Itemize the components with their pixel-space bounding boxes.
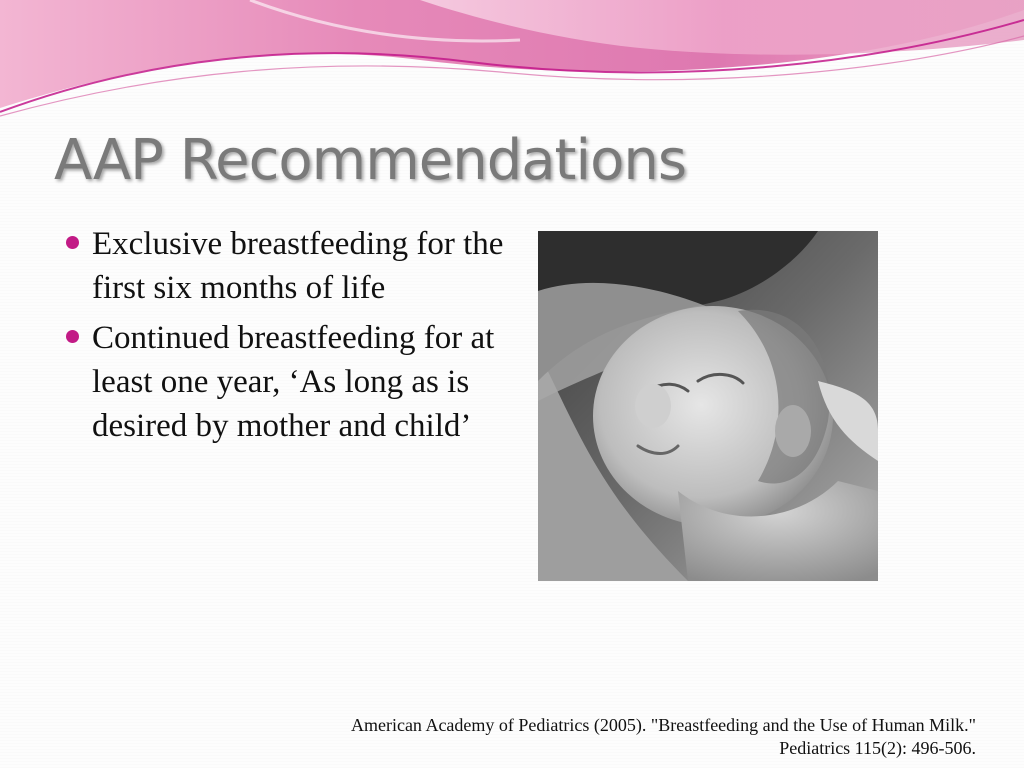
citation-line: Pediatrics 115(2): 496-506.	[779, 738, 976, 758]
citation	[216, 714, 976, 760]
bullet-item	[66, 316, 511, 448]
header-wave-decoration	[0, 0, 1024, 120]
bullet-list	[66, 222, 511, 454]
slide-title: AAP Recommendations	[54, 128, 686, 193]
newborn-photo	[538, 231, 878, 581]
bullet-text: Exclusive breastfeeding for the first six months of life	[92, 226, 504, 306]
bullet-dot-icon	[66, 330, 79, 343]
bullet-dot-icon	[66, 236, 79, 249]
bullet-text: Continued breastfeeding for at least one year, ‘As long as is desired by mother and child’	[92, 320, 495, 444]
citation-line: American Academy of Pediatrics (2005). "Breastfeeding and the Use of Human Milk."	[350, 715, 976, 735]
bullet-item	[66, 222, 511, 310]
